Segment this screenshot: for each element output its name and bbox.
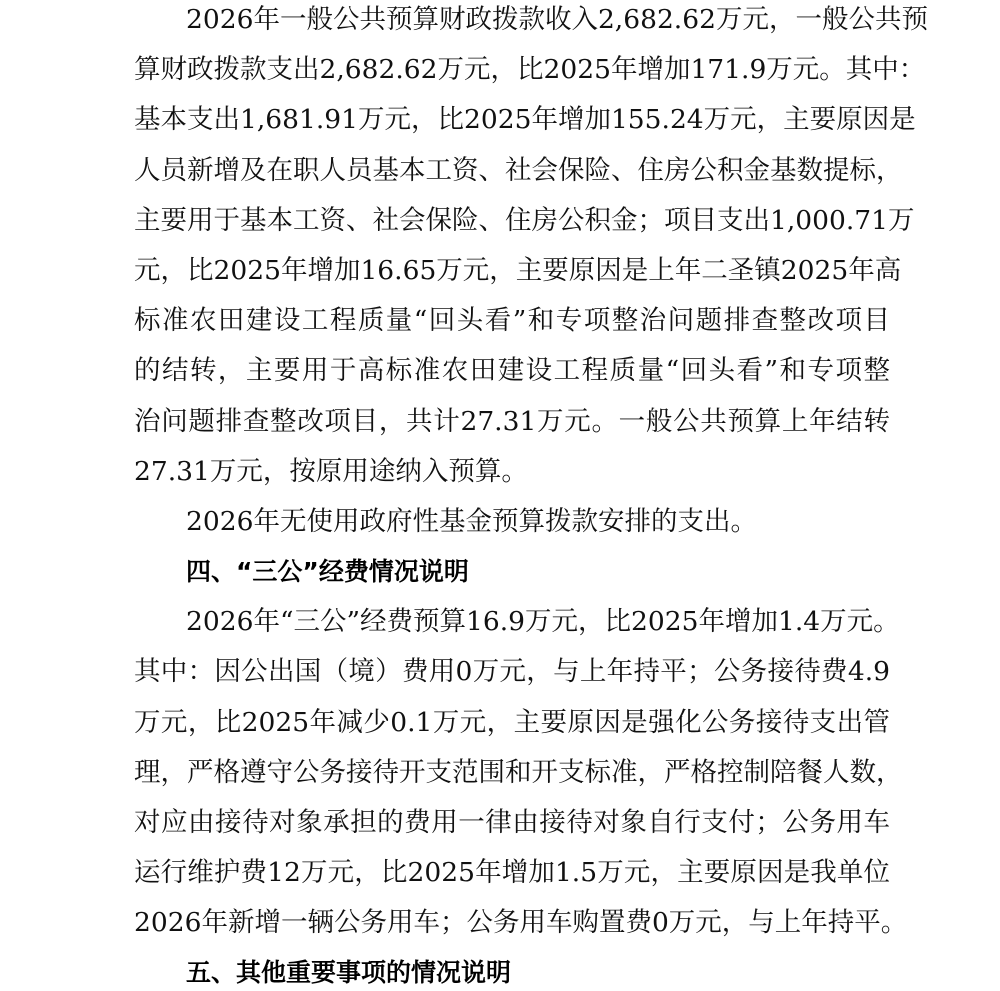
- paragraph-line: 2026年新增一辆公务用车；公务用车购置费0万元，与上年持平。: [134, 907, 908, 938]
- paragraph-line: 理，严格遵守公务接待开支范围和开支标准，严格控制陪餐人数，: [134, 757, 903, 788]
- paragraph-line: 元，比2025年增加16.65万元，主要原因是上年二圣镇2025年高: [134, 255, 902, 286]
- paragraph-line: 2026年“三公”经费预算16.9万元，比2025年增加1.4万元。: [186, 606, 900, 637]
- paragraph-line: 治问题排查整改项目，共计27.31万元。一般公共预算上年结转: [134, 406, 890, 437]
- section-heading: 四、“三公”经费情况说明: [186, 557, 469, 586]
- paragraph-line: 27.31万元，按原用途纳入预算。: [134, 456, 528, 487]
- paragraph-line: 2026年无使用政府性基金预算拨款安排的支出。: [186, 506, 757, 537]
- paragraph-line: 标准农田建设工程质量“回头看”和专项整治问题排查整改项目: [134, 305, 890, 336]
- paragraph-line: 算财政拨款支出2,682.62万元，比2025年增加171.9万元。其中：: [134, 54, 926, 85]
- paragraph-line: 基本支出1,681.91万元，比2025年增加155.24万元，主要原因是: [134, 104, 916, 135]
- paragraph-line: 人员新增及在职人员基本工资、社会保险、住房公积金基数提标，: [134, 155, 903, 186]
- paragraph-line: 万元，比2025年减少0.1万元，主要原因是强化公务接待支出管: [134, 707, 890, 738]
- paragraph-line: 2026年一般公共预算财政拨款收入2,682.62万元，一般公共预: [186, 4, 928, 35]
- paragraph-line: 的结转，主要用于高标准农田建设工程质量“回头看”和专项整: [134, 355, 890, 386]
- paragraph-line: 运行维护费12万元，比2025年增加1.5万元，主要原因是我单位: [134, 857, 890, 888]
- paragraph-line: 对应由接待对象承担的费用一律由接待对象自行支付；公务用车: [134, 807, 890, 838]
- paragraph-line: 其中：因公出国（境）费用0万元，与上年持平；公务接待费4.9: [134, 656, 890, 687]
- paragraph-line: 主要用于基本工资、社会保险、住房公积金；项目支出1,000.71万: [134, 205, 915, 236]
- section-heading: 五、其他重要事项的情况说明: [186, 958, 512, 987]
